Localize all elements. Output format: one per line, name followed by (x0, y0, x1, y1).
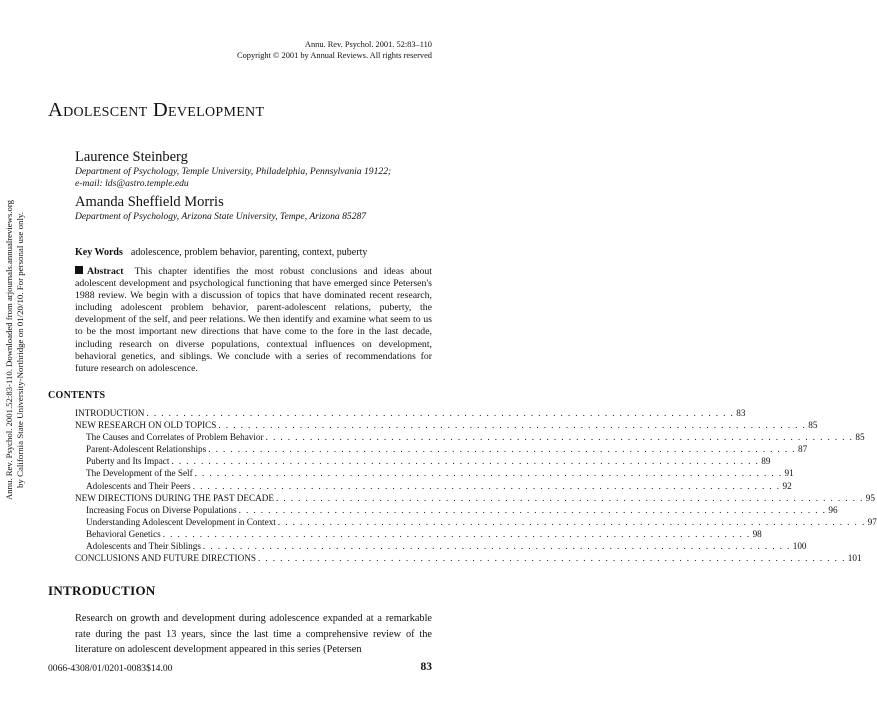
abstract-square-icon (75, 266, 83, 274)
abstract-label: Abstract (87, 266, 124, 277)
toc-entry-label: Adolescents and Their Peers (86, 480, 191, 491)
introduction-paragraph: Research on growth and development during adolescence expanded at a remarkable rate during the past 13 years, since the last time a comprehensive review of the literature on adolescent development appeared in this series (Petersen (75, 613, 432, 655)
affiliation-line: Department of Psychology, Arizona State University, Tempe, Arizona 85287 (75, 211, 367, 222)
affiliation-line: Department of Psychology, Temple University, Philadelphia, Pennsylvania 19122; (75, 166, 392, 177)
introduction-heading: INTRODUCTION (48, 583, 156, 598)
toc-entry-label: NEW RESEARCH ON OLD TOPICS (75, 420, 217, 431)
journal-header (237, 40, 432, 61)
toc-entry-label: Adolescents and Their Siblings (86, 541, 201, 552)
toc-leader-dots: . . . . . . . . . . . . . . . . . . . . . . . . . . . . . . . . . . . . . . . . . . . . . . . . . . . . . . . . . . . . . . . . . . . . . . . . . . . . . . . . (192, 480, 781, 491)
watermark-svg (2, 197, 28, 500)
journal-citation: Annu. Rev. Psychol. 2001. 52:83–110 (304, 40, 432, 49)
table-of-contents (75, 407, 877, 564)
toc-leader-dots: . . . . . . . . . . . . . . . . . . . . . . . . . . . . . . . . . . . . . . . . . . . . . . . . . . . . . . . . . . . . . . . . . . . . . . . . . . . . . . . . (265, 432, 854, 443)
article-code: 0066-4308/01/0201-0083$14.00 (48, 663, 173, 674)
author-affiliation (75, 166, 435, 190)
toc-leader-dots: . . . . . . . . . . . . . . . . . . . . . . . . . . . . . . . . . . . . . . . . . . . . . . . . . . . . . . . . . . . . . . . . . . . . . . . . . . . . . . . . (146, 408, 735, 418)
toc-entry-label: INTRODUCTION (75, 408, 145, 418)
toc-entry (75, 467, 794, 479)
toc-entry-label: The Development of the Self (86, 468, 193, 479)
toc-entry-page: 83 (736, 408, 746, 418)
toc-entry-label: The Causes and Correlates of Problem Behavior (86, 432, 264, 443)
toc-entry-label: Puberty and Its Impact (86, 456, 170, 467)
toc-entry-page: 95 (865, 492, 875, 503)
toc-entry (75, 528, 762, 540)
toc-entry-label: CONCLUSIONS AND FUTURE DIRECTIONS (75, 553, 256, 564)
toc-entry-page: 96 (828, 504, 838, 515)
toc-entry-label: Understanding Adolescent Development in Context (86, 516, 276, 527)
toc-entry (75, 516, 877, 528)
toc-entry-page: 85 (855, 432, 865, 443)
toc-entry (75, 492, 875, 504)
keywords-label: Key Words (75, 247, 123, 258)
toc-entry-page: 85 (808, 420, 818, 431)
toc-entry (75, 504, 838, 516)
copyright-notice: Copyright © 2001 by Annual Reviews. All rights reserved (236, 50, 432, 60)
toc-entry (75, 480, 792, 492)
toc-leader-dots: . . . . . . . . . . . . . . . . . . . . . . . . . . . . . . . . . . . . . . . . . . . . . . . . . . . . . . . . . . . . . . . . . . . . . . . . . . . . . . . . (208, 444, 796, 455)
download-watermark (2, 197, 28, 500)
toc-entry (75, 455, 771, 467)
toc-leader-dots: . . . . . . . . . . . . . . . . . . . . . . . . . . . . . . . . . . . . . . . . . . . . . . . . . . . . . . . . . . . . . . . . . . . . . . . . . . . . . . . . (218, 420, 807, 431)
author-name: Amanda Sheffield Morris (75, 194, 224, 210)
toc-entry (75, 431, 865, 443)
toc-entry (75, 443, 808, 455)
page-number: 83 (420, 661, 432, 673)
contents-heading: CONTENTS (48, 390, 106, 401)
author-affiliation (75, 211, 435, 223)
watermark-line-2: by California State University-Northridge on 01/20/10. For personal use only. (15, 214, 25, 488)
toc-entry-page: 101 (847, 553, 862, 564)
toc-leader-dots: . . . . . . . . . . . . . . . . . . . . . . . . . . . . . . . . . . . . . . . . . . . . . . . . . . . . . . . . . . . . . . . . . . . . . . . . . . . . . . . . (202, 541, 791, 552)
toc-entry-page: 87 (798, 444, 808, 455)
toc-leader-dots: . . . . . . . . . . . . . . . . . . . . . . . . . . . . . . . . . . . . . . . . . . . . . . . . . . . . . . . . . . . . . . . . . . . . . . . . . . . . . . . . (162, 528, 751, 539)
article-title: Adolescent Development (48, 99, 265, 121)
toc-entry-page: 91 (784, 468, 794, 479)
toc-leader-dots: . . . . . . . . . . . . . . . . . . . . . . . . . . . . . . . . . . . . . . . . . . . . . . . . . . . . . . . . . . . . . . . . . . . . . . . . . . . . . . . . (194, 468, 783, 479)
abstract (75, 266, 432, 375)
toc-entry-page: 97 (867, 516, 877, 527)
toc-entry (75, 540, 807, 552)
toc-entry-page: 100 (792, 541, 807, 552)
toc-entry-label: NEW DIRECTIONS DURING THE PAST DECADE (75, 492, 274, 503)
toc-leader-dots: . . . . . . . . . . . . . . . . . . . . . . . . . . . . . . . . . . . . . . . . . . . . . . . . . . . . . . . . . . . . . . . . . . . . . . . . . . . . . . . . (257, 553, 846, 564)
toc-leader-dots: . . . . . . . . . . . . . . . . . . . . . . . . . . . . . . . . . . . . . . . . . . . . . . . . . . . . . . . . . . . . . . . . . . . . . . . . . . . . . . . . (171, 456, 760, 467)
toc-entry (75, 407, 746, 419)
keywords-text: adolescence, problem behavior, parenting, context, puberty (130, 247, 368, 258)
toc-leader-dots: . . . . . . . . . . . . . . . . . . . . . . . . . . . . . . . . . . . . . . . . . . . . . . . . . . . . . . . . . . . . . . . . . . . . . . . . . . . . . . . . (277, 516, 866, 527)
watermark-line-1: Annu. Rev. Psychol. 2001.52:83-110. Downloaded from arjournals.annualreviews.org (4, 197, 14, 500)
toc-entry-page: 89 (761, 456, 771, 467)
toc-entry-label: Behavioral Genetics (86, 528, 161, 539)
toc-entry-page: 98 (752, 528, 762, 539)
toc-entry-page: 92 (782, 480, 792, 491)
toc-entry-label: Increasing Focus on Diverse Populations (86, 504, 237, 515)
toc-entry-label: Parent-Adolescent Relationships (86, 444, 207, 455)
author-name: Laurence Steinberg (75, 149, 188, 165)
author-email: e-mail: lds@astro.temple.edu (75, 178, 189, 189)
toc-leader-dots: . . . . . . . . . . . . . . . . . . . . . . . . . . . . . . . . . . . . . . . . . . . . . . . . . . . . . . . . . . . . . . . . . . . . . . . . . . . . . . . . (238, 504, 827, 515)
toc-leader-dots: . . . . . . . . . . . . . . . . . . . . . . . . . . . . . . . . . . . . . . . . . . . . . . . . . . . . . . . . . . . . . . . . . . . . . . . . . . . . . . . . (275, 492, 864, 503)
abstract-text: This chapter identifies the most robust conclusions and ideas about adolescent development and psychological functioning that have emerged since Petersen's 1988 review. We begin with a discussion of topics that have dominated recent research, including adolescent problem behavior, parent-adolescent relations, puberty, the development of the self, and peer relations. We then identify and examine what seem to us to be the most important new directions that have come to the fore in the last decade, including research on diverse populations, contextual influences on development, behavioral genetics, and siblings. We conclude with a series of recommendations for future research on adolescence. (75, 266, 432, 374)
keywords (75, 247, 435, 258)
toc-entry (75, 419, 818, 431)
toc-entry (75, 552, 862, 564)
